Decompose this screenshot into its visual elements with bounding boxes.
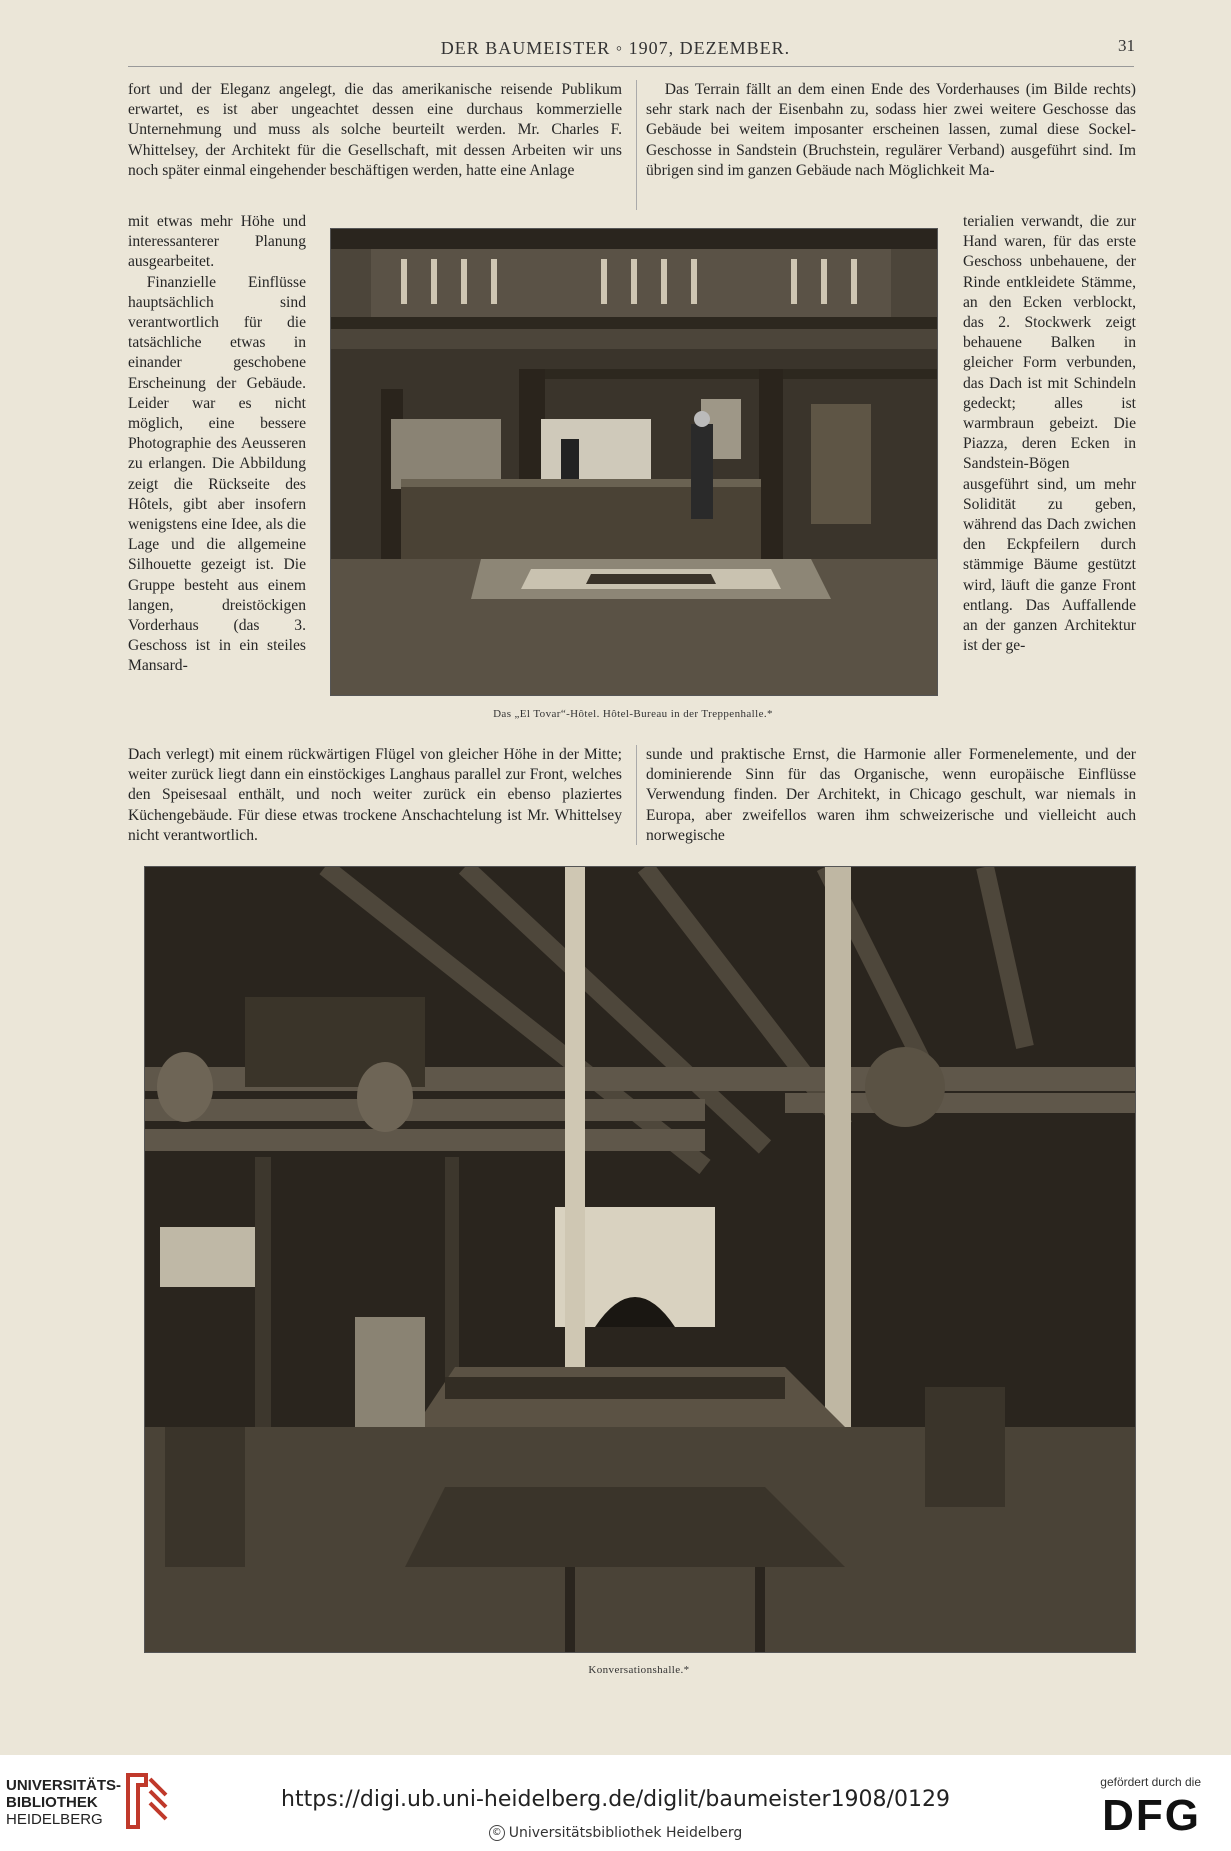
permalink-url[interactable]: https://digi.ub.uni-heidelberg.de/diglit/baumeister1908/0129 [281,1787,950,1812]
paragraph: Das Terrain fällt an dem einen Ende des Vorderhauses (im Bilde rechts) sehr stark nach der Eisenbahn zu, sodass hier zwei weitere Geschosse das Gebäude bei weitem imposanter erscheinen lassen, zumal diese Sockel-Geschosse in Sandstein (Bruchstein, regulärer Verband) ausgeführt sind. Im übrigen sind im ganzen Gebäude nach Möglichkeit Ma- [646,81,1136,179]
photo-hotel-bureau [330,228,938,696]
copyright-icon: © [489,1825,505,1841]
left-column-wrap [128,212,306,677]
caption-hotel-bureau: Das „El Tovar“-Hôtel. Hôtel-Bureau in der Treppenhalle.* [493,708,773,720]
hotel-bureau-illustration [331,229,937,695]
right-column-top [646,80,1136,181]
caption-conversation-hall: Konversationshalle.* [588,1664,690,1676]
paragraph: mit etwas mehr Höhe und interessanterer Planung ausgearbeitet. [128,213,306,271]
left-column-lower [128,745,622,846]
column-rule-lower [636,745,637,845]
copyright-holder: Universitätsbibliothek Heidelberg [508,1825,743,1841]
paragraph: sunde und praktische Ernst, die Harmonie aller Formenelemente, und der dominierende Sinn für das Organische, wenn europäische Einflüsse Verwendung finden. Der Architekt, in Chicago geschult, war niemals in Europa, aber zweifellos waren ihm schweizerische und vielleicht auch norwegische [646,746,1136,844]
page-number: 31 [1118,36,1135,55]
funding-note: gefördert durch die [1100,1775,1201,1789]
right-column-lower [646,745,1136,846]
column-rule-top [636,80,637,210]
library-name-line: UNIVERSITÄTS- [6,1777,122,1794]
paragraph: terialien verwandt, die zur Hand waren, für das erste Geschoss unbehauene, der Rinde entkleidete Stämme, an den Ecken verblockt, das 2. Stockwerk zeigt behauene Balken in gleicher Form verbunden, das Dach ist mit Schindeln gedeckt; alles ist warmbraun gebeizt. Die Piazza, deren Ecken in Sandstein-Bögen ausgeführt sind, um mehr Solidität zu geben, während das Dach zwichen den Eckpfeilern durch stämmige Bäume gestützt wird, läuft die ganze Front entlang. Das Auffallende an der ganzen Architektur ist der ge- [963,213,1136,655]
photo-conversation-hall [144,866,1136,1653]
header-rule [128,66,1134,67]
paragraph: fort und der Eleganz angelegt, die das amerikanische reisende Publikum erwartet, es ist aber ungeachtet dessen eine durchaus kommerzielle Unternehmung und muss als solche beurteilt werden. Mr. Charles F. Whittelsey, der Architekt für die Gesellschaft, mit dessen Arbeiten wir uns noch später einmal eingehender beschäftigen werden, hatte eine Anlage [128,81,622,179]
library-name-line: HEIDELBERG [6,1811,103,1828]
digitization-footer [0,1755,1231,1851]
conversation-hall-illustration [145,867,1135,1652]
paragraph: Dach verlegt) mit einem rückwärtigen Flügel von gleicher Höhe in der Mitte; weiter zurück liegt dann ein einstöckiges Langhaus parallel zur Front, welches den Speisesaal enthält, und noch weiter zurück ein ebenso plaziertes Küchengebäude. Für diese etwas trockene Anschachtelung ist Mr. Whittelsey nicht verantwortlich. [128,746,622,844]
running-head: DER BAUMEISTER ◦ 1907, DEZEMBER. [440,38,791,58]
dfg-logo[interactable]: DFG [1102,1791,1201,1840]
library-name-line: BIBLIOTHEK [6,1794,98,1811]
right-column-wrap [963,212,1136,656]
paragraph: Finanzielle Einflüsse hauptsächlich sind verantwortlich für die tatsächliche etwas in einander geschobene Erscheinung der Gebäude. Leider war es nicht möglich, eine bessere Photographie des Aeusseren zu erlangen. Die Abbildung zeigt die Rückseite des Hôtels, gibt aber insofern wenigstens eine Idee, als die Lage und die allgemeine Silhouette gezeigt ist. Die Gruppe besteht aus einem langen, dreistöckigen Vorderhaus (das 3. Geschoss ist in ein steiles Mansard- [128,273,306,675]
left-column-top [128,80,622,181]
copyright-line [0,1825,1231,1841]
